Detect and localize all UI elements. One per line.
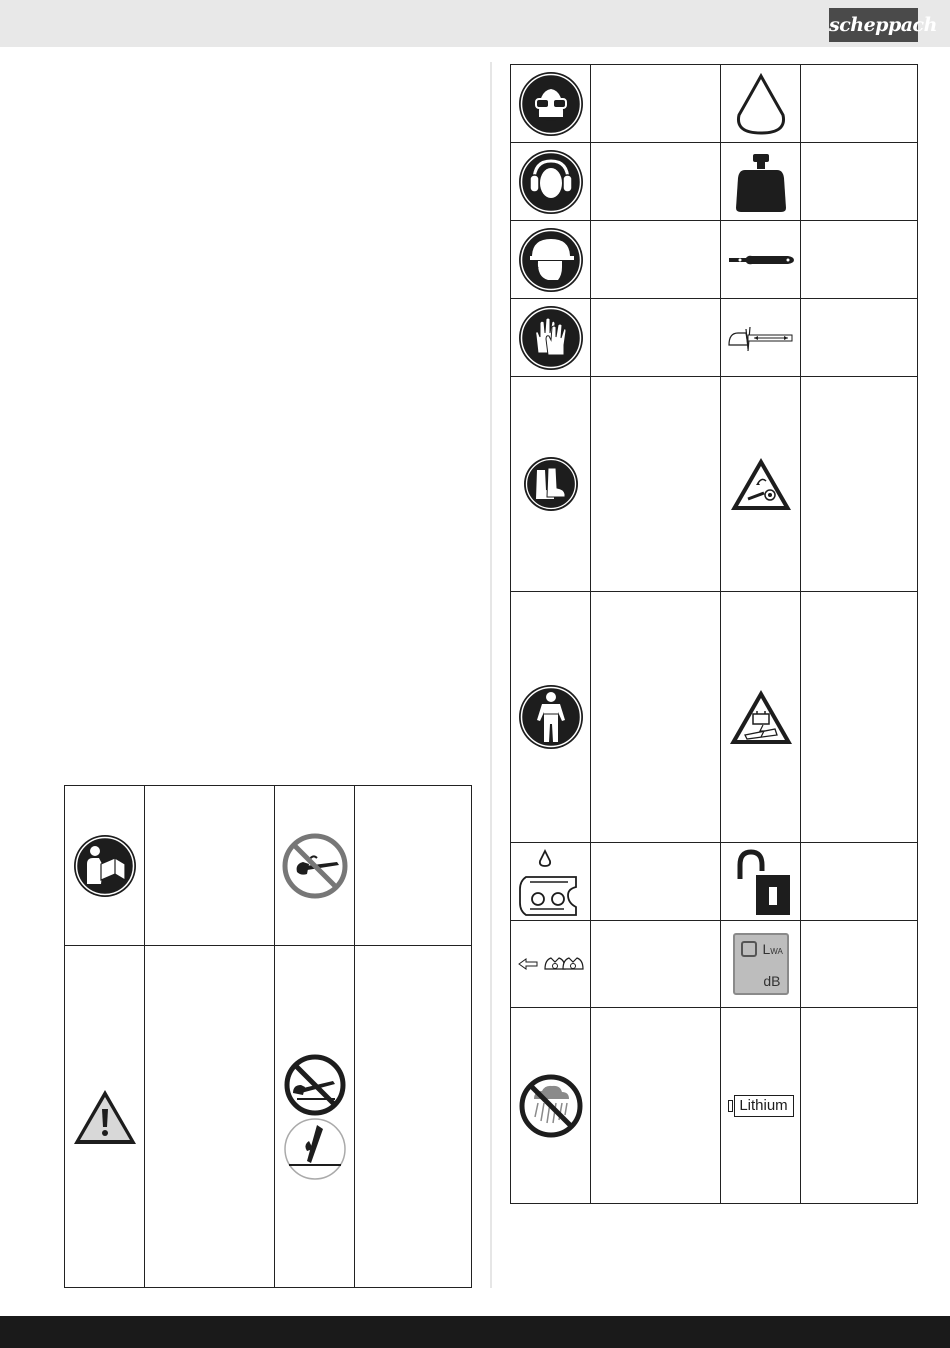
- eye-protection-icon: [518, 71, 584, 137]
- weight-icon: [731, 150, 791, 214]
- ear-protection-icon: [518, 149, 584, 215]
- table-cell-icon: [511, 377, 591, 592]
- nut-icon: [741, 941, 757, 957]
- battery-label: Lithium: [734, 1095, 794, 1117]
- table-cell-icon: [721, 65, 801, 143]
- protective-gloves-icon: [518, 305, 584, 371]
- table-cell-text: [591, 843, 721, 921]
- page-header: [0, 0, 950, 47]
- table-cell-icon: [511, 143, 591, 221]
- electric-shock-warning-icon: [727, 687, 795, 747]
- table-cell-text: [801, 377, 918, 592]
- lwa-letter: L: [762, 941, 771, 957]
- table-cell-icon: [721, 921, 801, 1008]
- table-cell-text: [801, 843, 918, 921]
- table-cell-text: [145, 946, 275, 1288]
- table-cell-text: [591, 299, 721, 377]
- table-cell-text: [591, 1008, 721, 1204]
- kickback-warning-icon: [728, 455, 794, 513]
- column-divider: [490, 62, 492, 1288]
- table-cell-icon: [511, 65, 591, 143]
- table-cell-icon: [721, 843, 801, 921]
- table-cell-text: [801, 65, 918, 143]
- table-cell-icon: [511, 921, 591, 1008]
- no-ground-cutting-icon: [283, 1053, 347, 1181]
- table-cell-icon: [721, 377, 801, 592]
- table-cell-icon: [511, 843, 591, 921]
- table-cell-text: [591, 143, 721, 221]
- table-cell-text: [591, 921, 721, 1008]
- table-cell-text: [591, 592, 721, 843]
- table-cell-text: [801, 592, 918, 843]
- table-cell-text: [355, 786, 472, 946]
- lwa-symbol: [763, 941, 783, 957]
- oil-drop-icon: [731, 71, 791, 137]
- table-cell-icon: [721, 143, 801, 221]
- head-protection-icon: [518, 227, 584, 293]
- table-cell-text: [591, 377, 721, 592]
- page-footer: [0, 1316, 950, 1348]
- table-cell-text: [801, 299, 918, 377]
- table-cell-text: [801, 1008, 918, 1204]
- table-cell-icon: [511, 299, 591, 377]
- table-cell-icon: [721, 1008, 801, 1204]
- table-cell-text: [145, 786, 275, 946]
- brand-logo: scheppach: [829, 8, 918, 42]
- table-cell-icon: [65, 786, 145, 946]
- lithium-battery-icon: [728, 1095, 794, 1117]
- table-cell-icon: [511, 221, 591, 299]
- table-cell-icon: [721, 221, 801, 299]
- table-cell-icon: [721, 592, 801, 843]
- general-warning-icon: [71, 1087, 139, 1147]
- table-cell-icon: [511, 592, 591, 843]
- table-cell-text: [591, 65, 721, 143]
- read-manual-icon: [73, 834, 137, 898]
- guide-bar-icon: [726, 250, 796, 270]
- symbols-table-right: [510, 64, 918, 1204]
- chain-lubrication-icon: [518, 847, 584, 917]
- lwa-subscript: WA: [770, 947, 783, 956]
- symbols-table-left: [64, 785, 472, 1288]
- table-cell-icon: [65, 946, 145, 1288]
- sound-power-label-icon: [733, 933, 789, 995]
- protective-clothing-icon: [518, 684, 584, 750]
- chain-direction-icon: [515, 952, 587, 976]
- safety-boots-icon: [523, 456, 579, 512]
- cutting-length-icon: [726, 323, 796, 353]
- battery-terminal: [728, 1100, 733, 1112]
- table-cell-text: [355, 946, 472, 1288]
- unlock-icon: [728, 847, 794, 917]
- table-cell-icon: [275, 946, 355, 1288]
- table-cell-icon: [275, 786, 355, 946]
- table-cell-text: [801, 921, 918, 1008]
- db-unit: dB: [763, 973, 781, 989]
- table-cell-icon: [511, 1008, 591, 1204]
- table-cell-text: [801, 221, 918, 299]
- no-rain-icon: [518, 1073, 584, 1139]
- table-cell-icon: [721, 299, 801, 377]
- table-cell-text: [801, 143, 918, 221]
- table-cell-text: [591, 221, 721, 299]
- no-one-hand-use-icon: [281, 832, 349, 900]
